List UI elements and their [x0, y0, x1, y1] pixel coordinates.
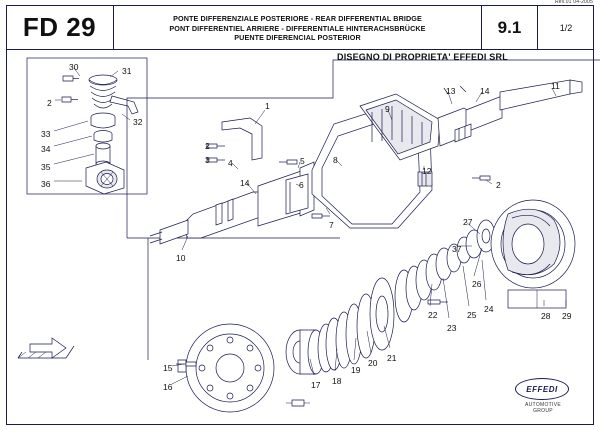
- callout-number: 18: [332, 376, 342, 386]
- hub-bearing-stack: [286, 220, 495, 374]
- callout-number: 21: [387, 353, 397, 363]
- callout-number: 33: [41, 129, 51, 139]
- callout-number: 14: [480, 86, 490, 96]
- callout-number: 35: [41, 162, 51, 172]
- callout-number: 2: [47, 98, 52, 108]
- callout-number: 1: [265, 101, 270, 111]
- callout-number: 2: [496, 180, 501, 190]
- brand-name: EFFEDI: [526, 384, 558, 394]
- callout-number: 2: [205, 141, 210, 151]
- revision-code: Rev.01 04-2005: [554, 0, 593, 5]
- direction-arrow-symbol: [18, 338, 74, 358]
- callout-number: 37: [452, 244, 462, 254]
- inset-detail-box: [27, 58, 147, 194]
- ownership-notice: DISEGNO DI PROPRIETA' EFFEDI SRL: [337, 52, 508, 62]
- callout-number: 27: [463, 217, 473, 227]
- callout-number: 7: [329, 220, 334, 230]
- brand-logo: [515, 378, 571, 414]
- title-line-fr-de: PONT DIFFERENTIEL ARRIERE - DIFFERENTIALE HINTERACHSBRÜCKE: [169, 23, 426, 33]
- page-number: 1/2: [559, 22, 573, 33]
- callout-number: 3: [205, 155, 210, 165]
- callout-number: 34: [41, 144, 51, 154]
- callout-number: 13: [446, 86, 456, 96]
- catalog-code: FD 29: [22, 12, 97, 42]
- callout-number: 12: [422, 166, 432, 176]
- callout-number: 25: [467, 310, 477, 320]
- callout-number: 16: [163, 382, 173, 392]
- title-line-es: PUENTE DIFERENCIAL POSTERIOR: [234, 33, 361, 43]
- brake-shoe-assembly: [491, 200, 575, 308]
- callout-number: 20: [368, 358, 378, 368]
- brand-group-label: AUTOMOTIVE GROUP: [525, 402, 561, 414]
- callout-number: 31: [122, 66, 132, 76]
- callout-number: 8: [333, 155, 338, 165]
- callout-number: 10: [176, 253, 186, 263]
- callout-number: 29: [562, 311, 572, 321]
- brand-oval: [515, 378, 569, 400]
- callout-number: 5: [300, 156, 305, 166]
- callout-number: 4: [228, 158, 233, 168]
- callout-number: 22: [428, 310, 438, 320]
- callout-number: 23: [447, 323, 457, 333]
- brake-drum: [176, 324, 274, 412]
- callout-number: 24: [484, 304, 494, 314]
- callout-number: 30: [69, 62, 79, 72]
- callout-number: 17: [311, 380, 321, 390]
- title-line-it-en: PONTE DIFFERENZIALE POSTERIORE - REAR DIFFERENTIAL BRIDGE: [173, 14, 422, 24]
- callout-number: 14: [240, 178, 250, 188]
- callout-number: 15: [163, 363, 173, 373]
- callout-number: 28: [541, 311, 551, 321]
- callout-number: 26: [472, 279, 482, 289]
- callout-number: 6: [299, 180, 304, 190]
- callout-number: 11: [551, 81, 560, 91]
- callout-number: 19: [351, 365, 361, 375]
- callout-number: 36: [41, 179, 51, 189]
- callout-number: 32: [133, 117, 143, 127]
- callout-number: 9: [385, 104, 390, 114]
- table-number: 9.1: [497, 17, 522, 37]
